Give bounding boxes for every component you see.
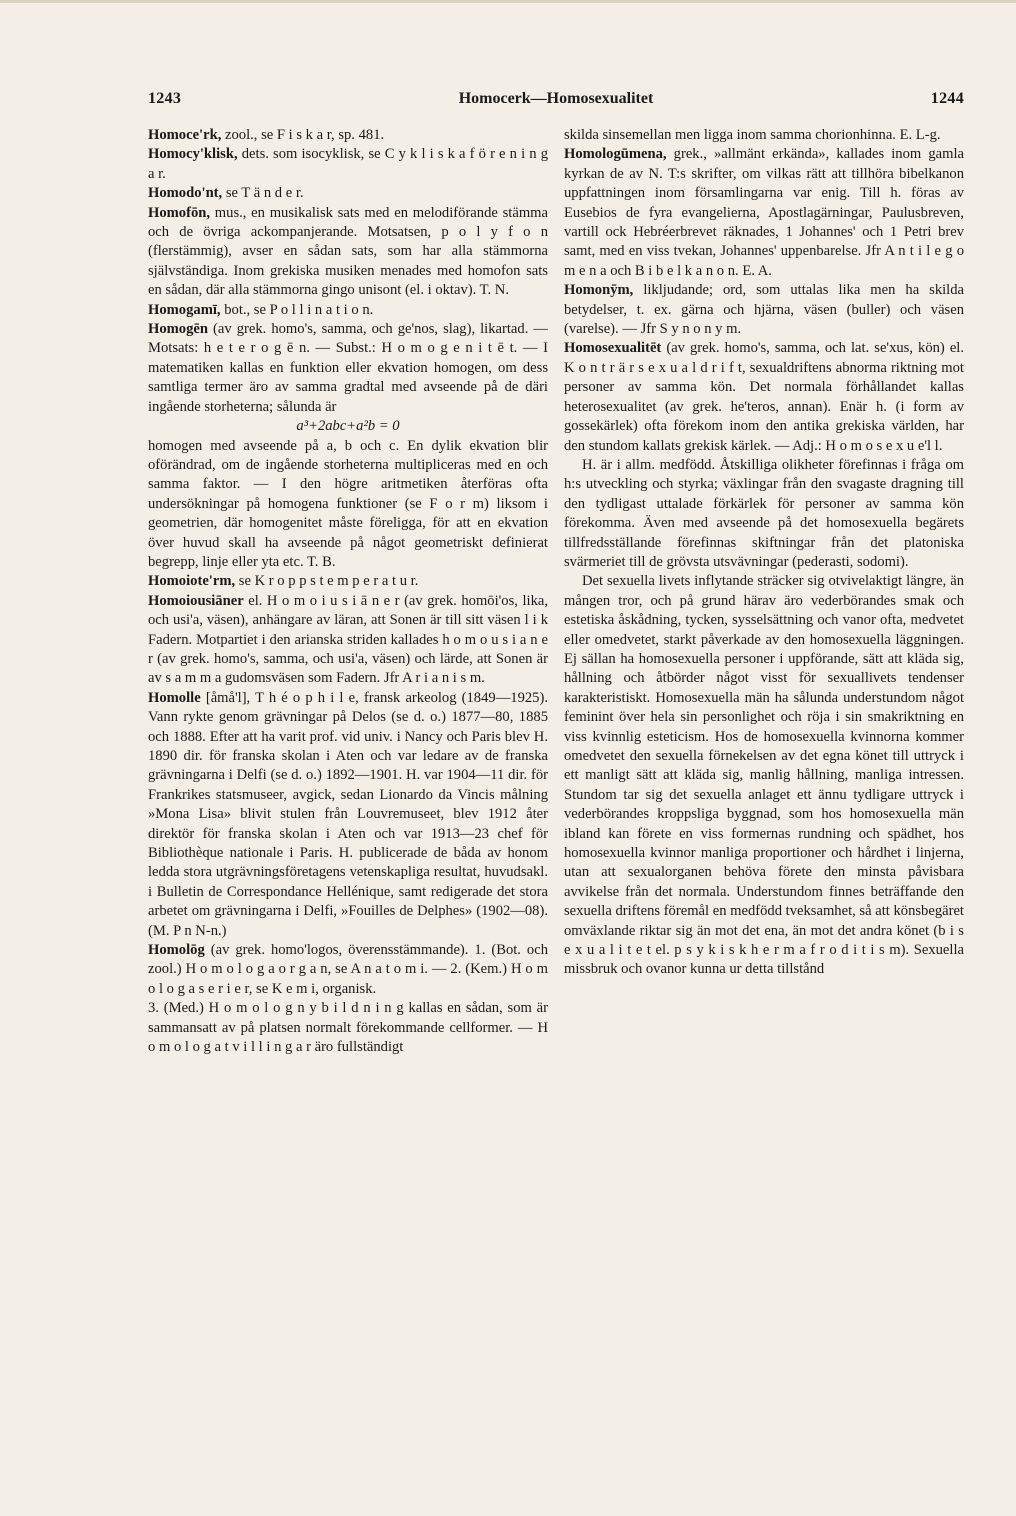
entry-headword: Homoce'rk, [148, 127, 222, 143]
entry-text: Det sexuella livets inflytande sträcker sig otvivelaktigt längre, än mången tror, och på grund härav äro vederbörandes smak och estetiska åskådning, tycken, sysselsättning och vanor ofta, medvetet eller omedvetet, starkt påverkade av den homosexuella läggningen. Ej sällan ha homosexuella personer i uppförande, sätt att kläda sig, hållning och åtbörder något visst för sexuallivets tendenser karakteristiskt. Homosexuella män ha sålunda understundom något feminint över hela sin personlighet och röja i sin smakriktning en viss kvinnlig esteticism. Hos de homosexuella kvinnorna kommer omedvetet den sexuella förnekelsen av det egna könet till uttryck i ett manligt sätt att kläda sig, manlig hållning, manliga intressen. Stundom tar sig det sexuella anlaget ett ännu tydligare uttryck i vederbörandes kroppsliga byggnad, som hos homosexuella män ibland kan förete en viss formernas rundning och spädhet, hos homosexuella kvinnor manliga proportioner och hårdhet i linjerna, utan att sexualorganen behöva förete den minsta påvisbara avvikelse från det normala. Understundom finnes beträffande den sexuella driftens föremål en medfödd tveksamhet, så att könsbegäret omväxlande riktar sig än mot det ena, än mot det andra könet (b i s e x u a l i t e t el. p s y k i s k h e r m a f r o d i t i s m). Sexuella missbruk och ovanor kunna ur detta tillstånd [564, 573, 964, 978]
entry-text: 3. (Med.) H o m o l o g n y b i l d n i n g kallas en sådan, som är sammansatt av på platsen normalt förekommande cellformer. — H o m o l o g a t v i l l i n g a r äro fullständigt [148, 1000, 548, 1056]
dictionary-entry [148, 592, 548, 689]
entry-text: (av grek. homo's, samma, och lat. se'xus, kön) el. K o n t r ä r s e x u a l d r i f t, sexualdriftens abnorma riktning mot personer av samma kön. Det normala förhållandet kallas heterosexualitet (av grek. he'teros, annan). Enär h. (i form av gossekärlek) ofta förekom inom den antika grekiska världen, har den stundom kallats grekisk kärlek. — Adj.: H o m o s e x u e'l l. [564, 340, 964, 454]
entry-text: H. är i allm. medfödd. Åtskilliga olikheter förefinnas i fråga om h:s utveckling och styrka; växlingar från den svagaste dragning till den tydligast uttalade förkärlek för personer av samma kön förekomma. Även med avseende på det homosexuella begärets tillfredsställande förefinnas skiftningar från det platoniska svärmeriet till de grövsta utsvävningar (pederasti, sodomi). [564, 456, 964, 570]
entry-text: dets. som isocyklisk, se C y k l i s k a f ö r e n i n g a r. [148, 146, 548, 182]
dictionary-entry [148, 145, 548, 184]
dictionary-entry [564, 145, 964, 281]
entry-paragraph [148, 437, 548, 573]
dictionary-entry [148, 689, 548, 941]
entry-headword: Homocy'klisk, [148, 146, 238, 163]
entry-headword: Homogēn [148, 321, 208, 338]
entry-text: mus., en musikalisk sats med en melodiförande stämma och de övriga ackompanjerande. Motsatsen, p o l y f o n (flerstämmig), avser en sådan sats, som har alla stämmorna självständiga. Inom grekiska musiken menades med homofon sats en sådan, där alla stämmorna gingo unisont (el. i oktav). T. N. [148, 204, 548, 299]
running-title: Homocerk—Homosexualitet [458, 90, 654, 107]
entry-text: zool., se F i s k a r, sp. 481. [225, 127, 385, 143]
entry-text: se T ä n d e r. [225, 185, 304, 202]
page-number-left: 1243 [148, 90, 182, 107]
entry-text: el. H o m o i u s i ā n e r (av grek. homōi'os, lika, och usi'a, väsen), anhängare av läran, att Sonen är till sitt väsen l i k Fadern. Motpartiet i den arianska striden kallades h o m o u s i a n e r (av grek. homo's, samma, och usi'a, väsen) och lärde, att Sonen är av s a m m a gudomsväsen som Fadern. Jfr A r i a n i s m. [148, 592, 548, 687]
entry-text: homogen med avseende på a, b och c. En dylik ekvation blir oförändrad, om de ingående storheterna multipliceras med en och samma faktor. — I den högre aritmetiken återföras ofta undersökningar på homogena funktioner (se F o r m) liksom i geometrien, där homogenitet måste föreligga, för att en ekvation över huvud skall ha avseende på något geometriskt definierat begrepp, linje eller yta etc. T. B. [148, 437, 548, 570]
entry-text: grek., »allmänt erkända», kallades inom gamla kyrkan de av N. T:s skrifter, om vilkas rätt att tillhöra bibelkanon uppfattningen inom församlingarna var enig. Till h. föras av Eusebios de fyra evangelierna, Apostlagärningar, Paulusbreven, vartill ock Hebréerbrevet räknades, 1 Johannes' och 1 Petri brev samt, med en viss tvekan, Johannes' uppenbarelse. Jfr A n t i l e g o m e n a och B i b e l k a n o n. E. A. [564, 146, 964, 279]
entry-headword: Homodo'nt, [148, 185, 223, 202]
entry-headword: Homofōn, [148, 204, 211, 221]
entry-text: [åmå'l], T h é o p h i l e, fransk arkeolog (1849—1925). Vann rykte genom grävningar på Delos (se d. o.) 1877—80, 1885 och 1888. Efter att ha varit prof. vid univ. i Nancy och Paris blev H. 1890 dir. för franska skolan i Aten och var ledare av de franska grävningarna i Delfi (se d. o.) 1892—1901. H. var 1904—11 dir. för Frankrikes statsmuseer, avgick, sedan Lionardo da Vincis målning »Mona Lisa» blivit stulen från Louvremuseet, blev 1912 åter direktör för franska skolan i Aten och var 1913—23 chef för Bibliothèque nationale i Paris. H. publicerade de båda av honom ledda stora utgrävningsföretagens vetenskapliga resultat, huvudsakl. i Bulletin de Correspondance Hellénique, samt redigerade det stora arbetet om grävningarna i Delfi, »Fouilles de Delphes» (1902—08). (M. P n N-n.) [148, 689, 548, 939]
entry-headword: Homolōg [148, 942, 205, 959]
entry-text: se K r o p p s t e m p e r a t u r. [238, 573, 419, 590]
dictionary-entry [148, 204, 548, 301]
dictionary-entry [564, 339, 964, 455]
entry-headword: Homosexualitēt [564, 340, 662, 357]
entry-text: skilda sinsemellan men ligga inom samma chorionhinna. E. L-g. [564, 127, 941, 143]
dictionary-entry [148, 320, 548, 417]
page-header [148, 90, 964, 114]
entry-headword: Homolle [148, 689, 201, 706]
dictionary-entry [148, 126, 548, 145]
dictionary-entry [148, 572, 548, 591]
dictionary-entry [564, 281, 964, 339]
dictionary-entry [148, 301, 548, 320]
page-top-edge [0, 0, 1016, 3]
entry-paragraph [564, 572, 964, 980]
right-column [564, 126, 964, 980]
entry-headword: Homonȳm, [564, 282, 634, 299]
dictionary-entry [148, 184, 548, 203]
entry-text: (av grek. homo's, samma, och ge'nos, slag), likartad. — Motsats: h e t e r o g ē n. — Subst.: H o m o g e n i t ē t. — I matematiken kallas en funktion eller ekvation homogen, om dess samtliga termer äro av samma gradtal med avseende på de däri ingående storheterna; sålunda är [148, 321, 548, 415]
entry-text: bot., se P o l l i n a t i o n. [224, 301, 374, 318]
entry-text: (av grek. homo'logos, överensstämmande). 1. (Bot. och zool.) H o m o l o g a o r g a n, se A n a t o m i. — 2. (Kem.) H o m o l o g a s e r i e r, se K e m i, organisk. [148, 942, 549, 997]
entry-headword: Homoiote'rm, [148, 573, 236, 590]
page-number-right: 1244 [930, 90, 964, 107]
dictionary-entry [148, 941, 548, 999]
left-column [148, 126, 548, 1058]
entry-paragraph [564, 456, 964, 572]
entry-headword: Homologūmena, [564, 146, 667, 163]
entry-headword: Homogamī, [148, 301, 221, 318]
entry-paragraph [148, 999, 548, 1057]
formula: a³+2abc+a²b = 0 [296, 418, 400, 435]
entry-headword: Homoiousiāner [148, 592, 244, 609]
entry-text: likljudande; ord, som uttalas lika men ha skilda betydelser, t. ex. gärna och hjärna, väsen (buller) och väsen (varelse). — Jfr S y n o n y m. [564, 282, 965, 338]
entry-paragraph [564, 126, 964, 145]
